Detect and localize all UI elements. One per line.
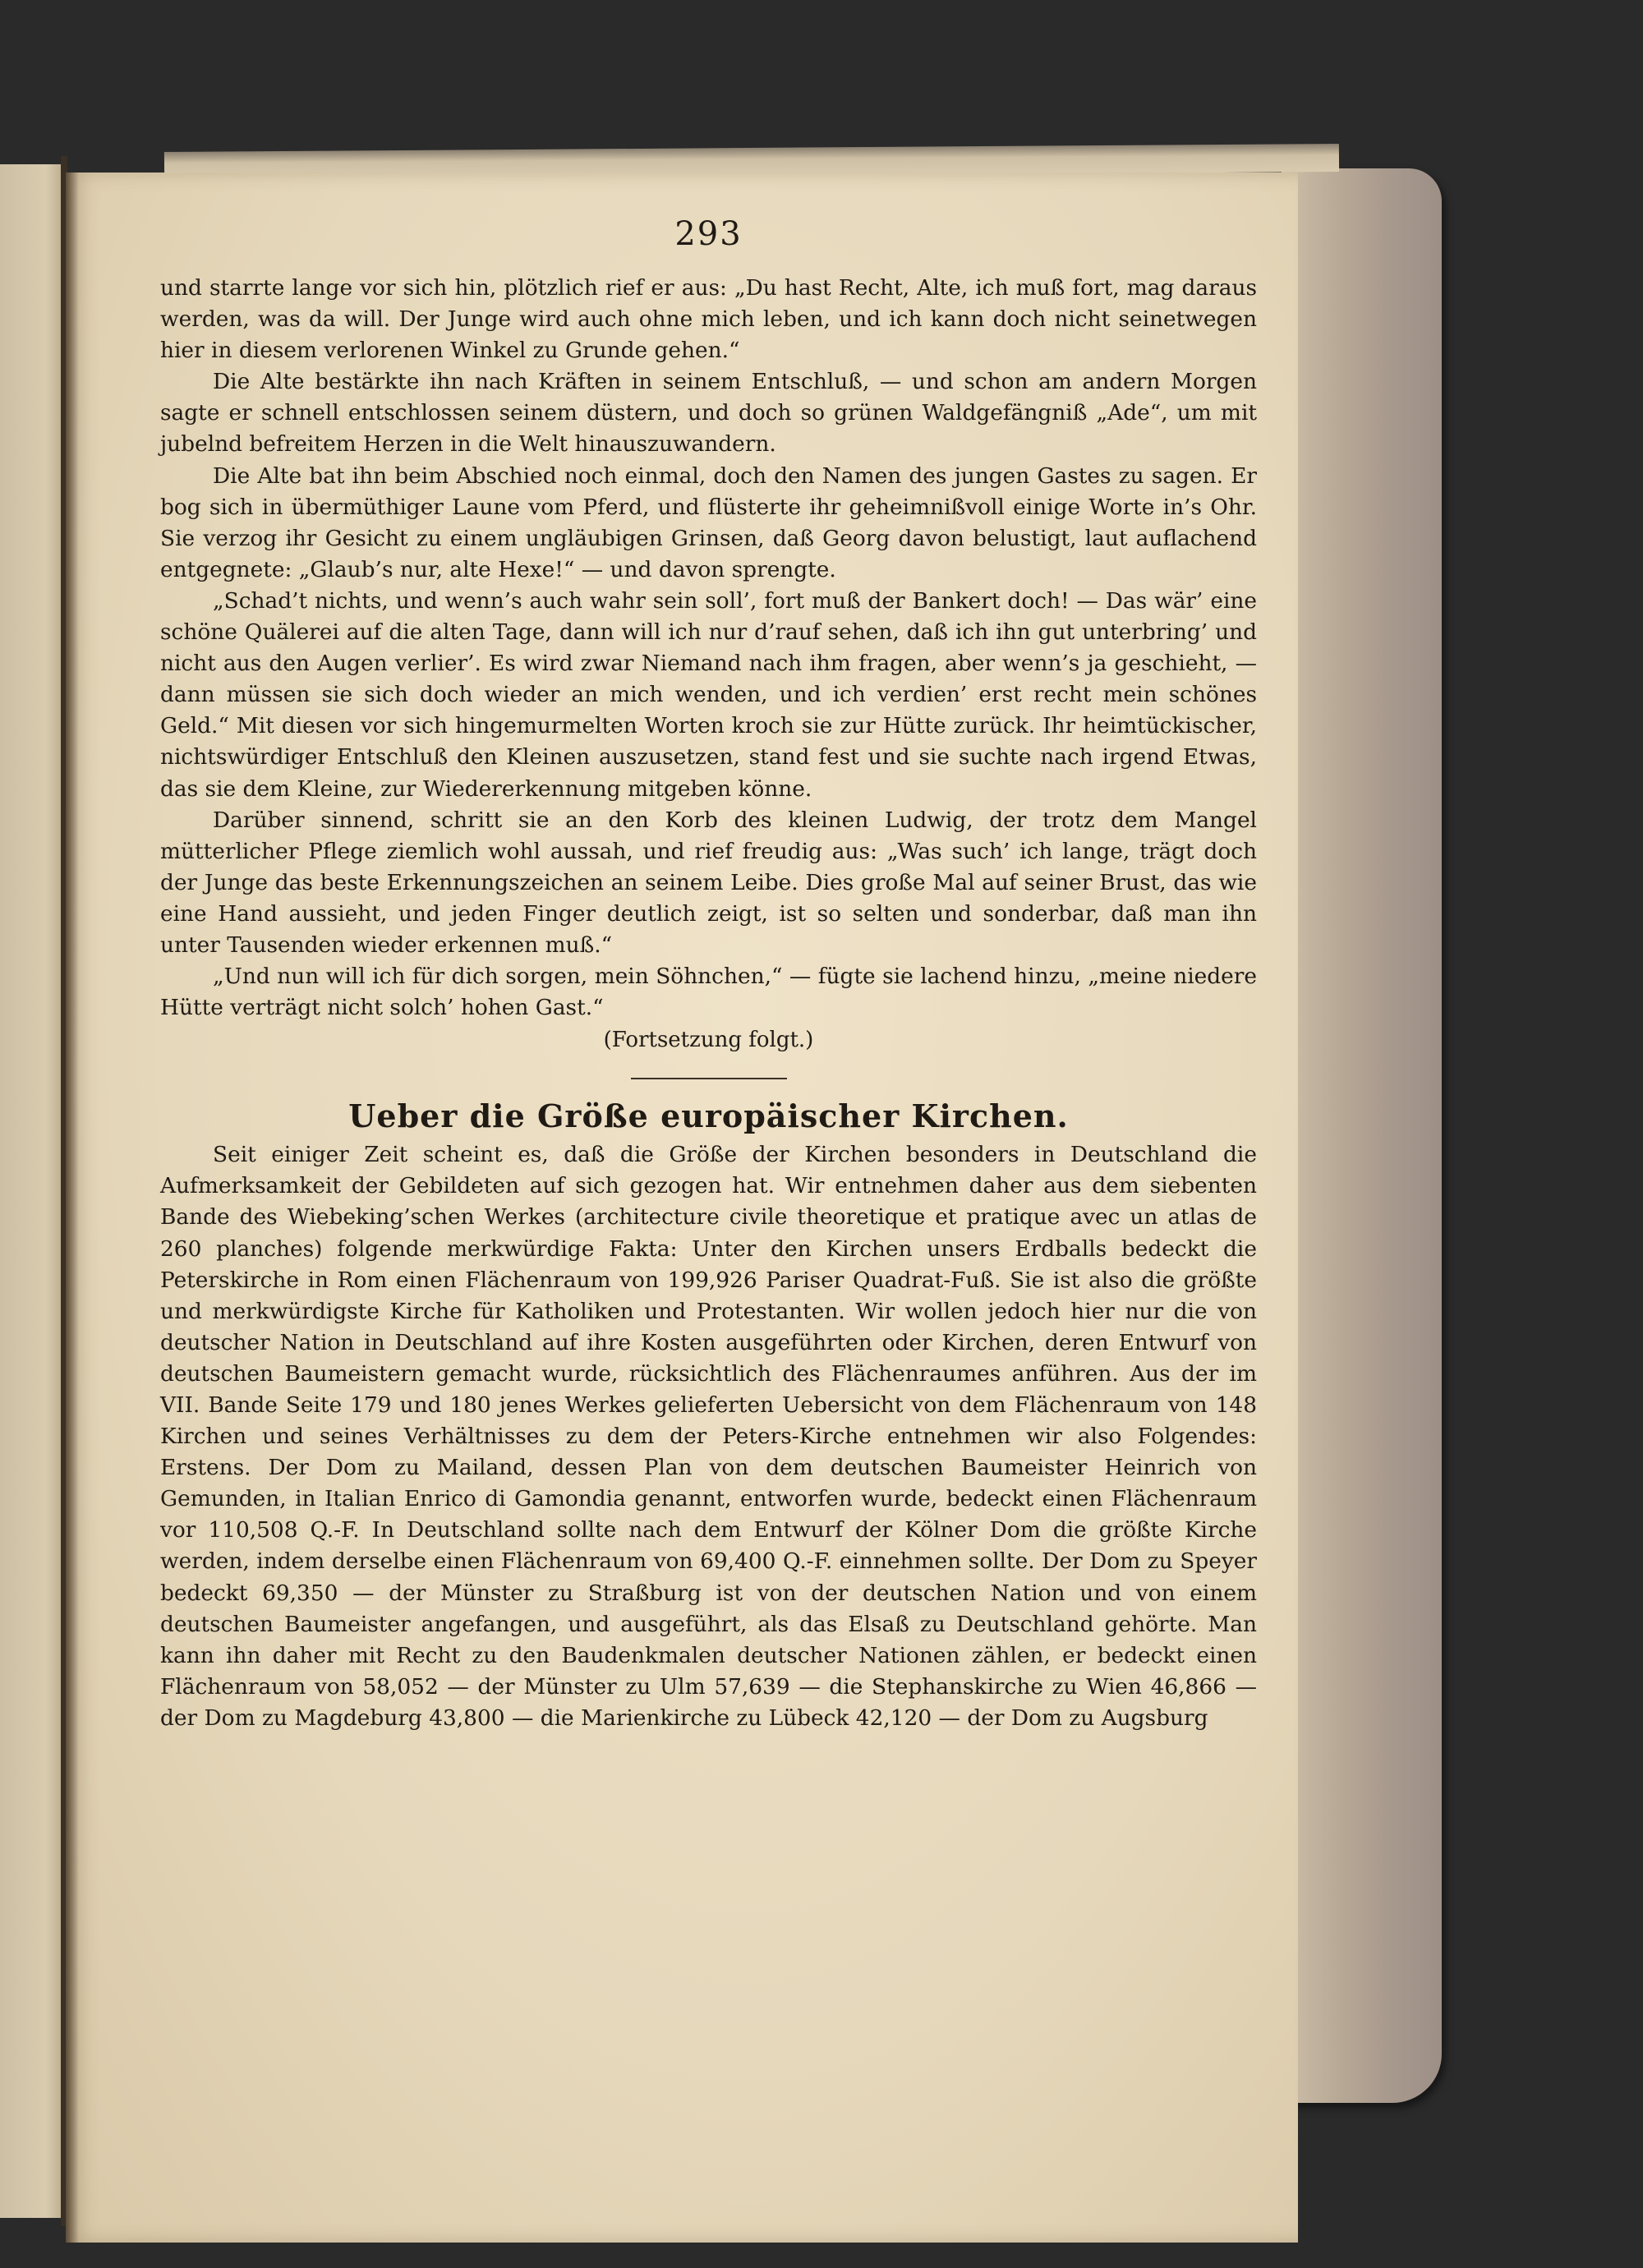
story-paragraph: Die Alte bestärkte ihn nach Kräften in seinem Entschluß, — und schon am andern Morgen sagte er schnell entschlossen seinem düstern, und doch so grünen Waldgefängniß „Ade“, um mit jubelnd befreitem Herzen in die Welt hinauszuwandern.	[160, 369, 1257, 458]
page-text-block	[160, 215, 1257, 1734]
story-paragraph: Die Alte bat ihn beim Abschied noch einmal, doch den Namen des jungen Gastes zu sagen. Er bog sich in übermüthiger Laune vom Pferd, und flüsterte ihr geheimnißvoll einige Worte in’s Ohr. Sie verzog ihr Gesicht zu einem ungläubigen Grinsen, daß Georg davon belustigt, laut auflachend entgegnete: „Glaub’s nur, alte Hexe!“ — und davon sprengte.	[160, 462, 1257, 582]
continuation-note: (Fortsetzung folgt.)	[603, 1028, 814, 1053]
story-paragraph: Darüber sinnend, schritt sie an den Korb des kleinen Ludwig, der trotz dem Mangel mütterlicher Pflege ziemlich wohl aussah, und rief freudig aus: „Was such’ ich lange, trägt doch der Junge das beste Erkennungszeichen an seinem Leibe. Dies große Mal auf seiner Brust, das wie eine Hand aussieht, und jeden Finger deutlich zeigt, ist so selten und sonderbar, daß man ihn unter Tausenden wieder erkennen muß.“	[160, 807, 1257, 958]
section-divider	[631, 1078, 787, 1079]
article-paragraph: Seit einiger Zeit scheint es, daß die Größe der Kirchen besonders in Deutschland die Aufmerksamkeit der Gebildeten auf sich gezogen hat. Wir entnehmen daher aus dem siebenten Bande des Wiebeking’schen Werkes (architecture civile theoretique et pratique avec un atlas de 260 planches) folgende merkwürdige Fakta: Unter den Kirchen unsers Erdballs bedeckt die Peterskirche in Rom einen Flächenraum von 199,926 Pariser Quadrat-Fuß. Sie ist also die größte und merkwürdigste Kirche für Katholiken und Protestanten. Wir wollen jedoch hier nur die von deutscher Nation in Deutschland auf ihre Kosten ausgeführten oder Kirchen, deren Entwurf von deutschen Baumeistern gemacht wurde, rücksichtlich des Flächenraumes anführen. Aus der im VII. Bande Seite 179 und 180 jenes Werkes gelieferten Uebersicht von dem Flächenraum von 148 Kirchen und seines Verhältnisses zu dem der Peters-Kirche entnehmen wir also Folgendes: Erstens. Der Dom zu Mailand, dessen Plan von dem deutschen Baumeister Heinrich von Gemunden, in Italian Enrico di Gamondia genannt, entworfen wurde, bedeckt einen Flächenraum vor 110,508 Q.-F. In Deutschland sollte nach dem Entwurf der Kölner Dom die größte Kirche werden, indem derselbe einen Flächenraum von 69,400 Q.-F. einnehmen sollte. Der Dom zu Speyer bedeckt 69,350 — der Münster zu Straßburg ist von der deutschen Nation und von einem deutschen Baumeister angefangen, und ausgeführt, als das Elsaß zu Deutschland gehörte. Man kann ihn daher mit Recht zu den Baudenkmalen deutscher Nationen zählen, er bedeckt einen Flächenraum von 58,052 — der Münster zu Ulm 57,639 — die Stephanskirche zu Wien 46,866 — der Dom zu Magdeburg 43,800 — die Marienkirche zu Lübeck 42,120 — der Dom zu Augsburg	[160, 1142, 1257, 1731]
page-number: 293	[674, 215, 743, 253]
page-gutter	[66, 173, 79, 2243]
article-title: Ueber die Größe europäischer Kirchen.	[348, 1097, 1069, 1135]
previous-page-edge	[0, 164, 66, 2218]
book-page-edges	[1282, 168, 1442, 2103]
story-paragraph: und starrte lange vor sich hin, plötzlich rief er aus: „Du hast Recht, Alte, ich muß fort, mag daraus werden, was da will. Der Junge wird auch ohne mich leben, und ich kann doch nicht seinetwegen hier in diesem verlorenen Winkel zu Grunde gehen.“	[160, 275, 1257, 364]
story-paragraph: „Und nun will ich für dich sorgen, mein Söhnchen,“ — fügte sie lachend hinzu, „meine niedere Hütte verträgt nicht solch’ hohen Gast.“	[160, 964, 1257, 1021]
story-paragraph: „Schad’t nichts, und wenn’s auch wahr sein soll’, fort muß der Bankert doch! — Das wär’ eine schöne Quälerei auf die alten Tage, dann will ich nur d’rauf sehen, daß ich ihn gut unterbring’ und nicht aus den Augen verlier’. Es wird zwar Niemand nach ihm fragen, aber wenn’s ja geschieht, — dann müssen sie sich doch wieder an mich wenden, und ich verdien’ erst recht mein schönes Geld.“ Mit diesen vor sich hingemurmelten Worten kroch sie zur Hütte zurück. Ihr heimtückischer, nichtswürdiger Entschluß den Kleinen auszusetzen, stand fest und sie suchte nach irgend Etwas, das sie dem Kleine, zur Wiedererkennung mitgeben könne.	[160, 587, 1257, 802]
